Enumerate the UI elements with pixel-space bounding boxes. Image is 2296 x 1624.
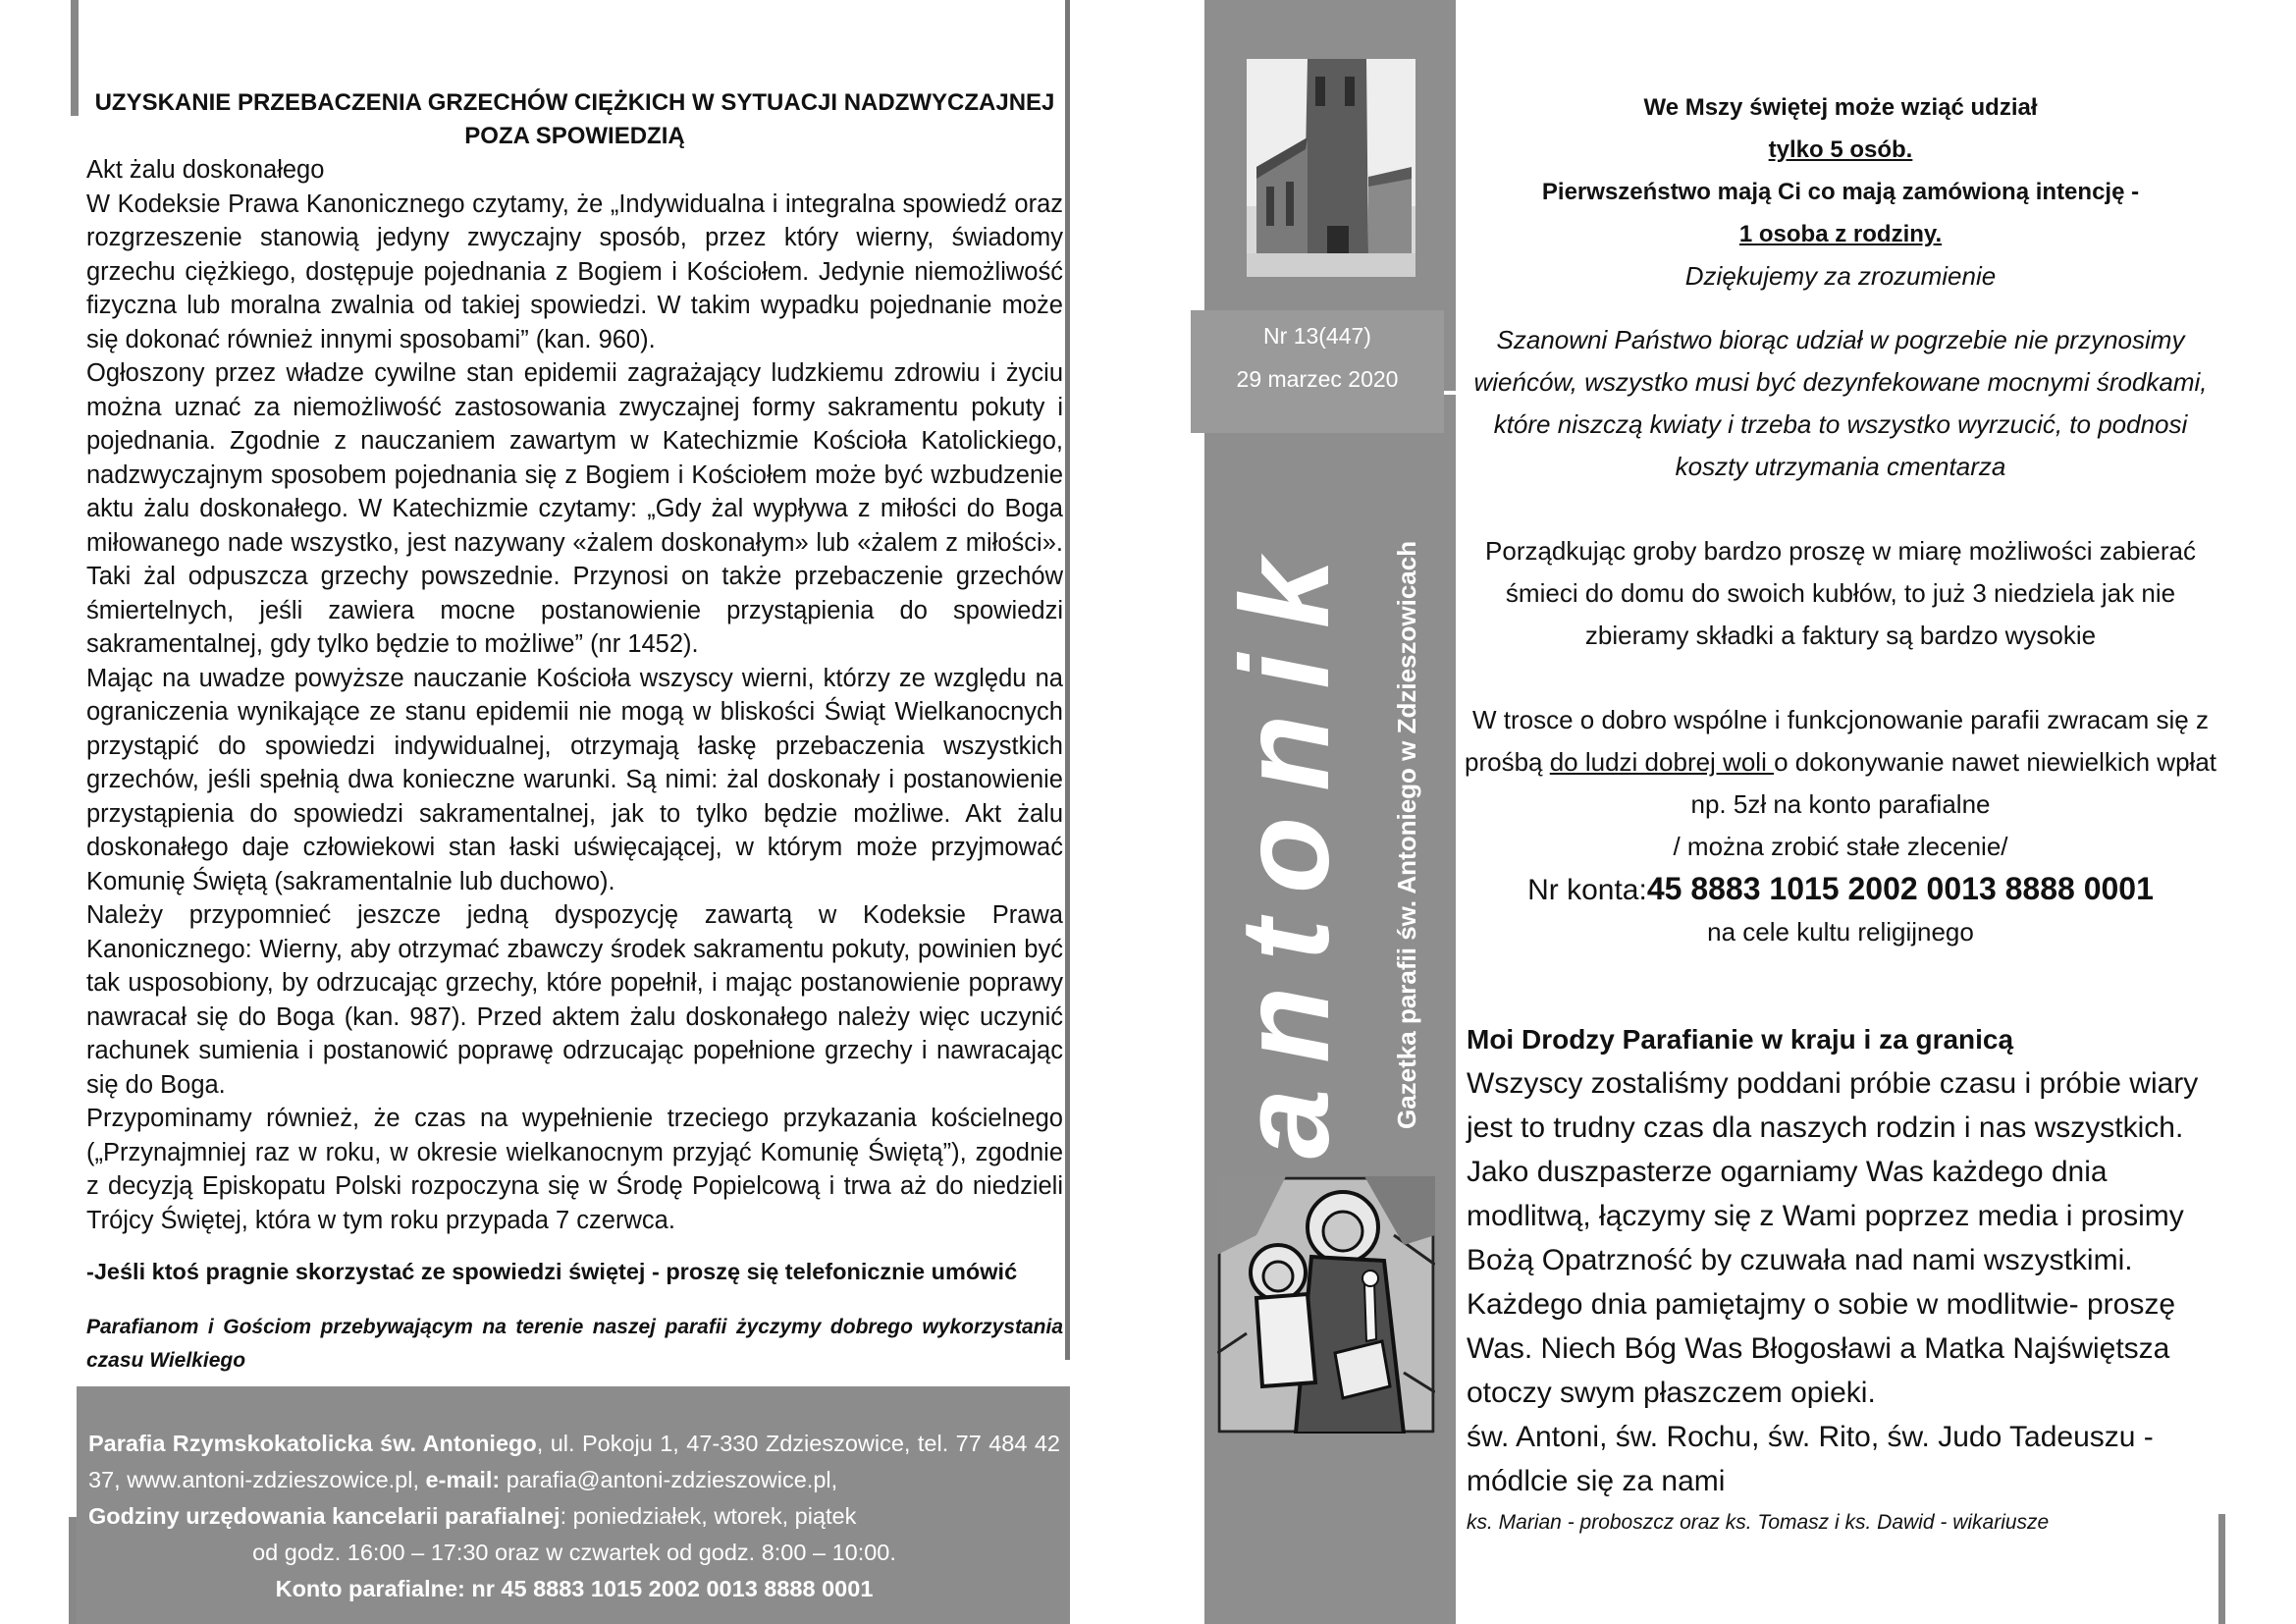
- announcements: [1463, 86, 2218, 953]
- account-line: [1463, 868, 2218, 911]
- donation-underlined: do ludzi dobrej woli: [1549, 747, 1775, 777]
- donation-text-a: W trosce o dobro wspólne i funkcjonowanie parafii zwracam się z prośbą: [1464, 705, 2209, 777]
- pastor-greeting: [1467, 1017, 2222, 1537]
- masthead-subtitle: Gazetka parafii św. Antoniego w Zdzieszowicach: [1392, 540, 1421, 1129]
- mass-limit-line3: Pierwszeństwo mają Ci co mają zamówioną intencję -: [1541, 179, 2140, 205]
- office-hours: [88, 1498, 1060, 1535]
- confession-article: [86, 86, 1063, 1378]
- parish-address: [88, 1426, 1060, 1498]
- st-anthony-stained-glass: [1217, 1176, 1435, 1434]
- greeting-signature: ks. Marian - proboszcz oraz ks. Tomasz i ks. Dawid - wikariusze: [1467, 1511, 2050, 1534]
- email-label: e-mail:: [425, 1467, 501, 1492]
- office-hours-label: Godziny urzędowania kancelarii parafialnej: [88, 1503, 561, 1529]
- office-hours-days: : poniedziałek, wtorek, piątek: [560, 1503, 857, 1529]
- greeting-body: Wszyscy zostaliśmy poddani próbie czasu i próbie wiary jest to trudny czas dla naszych rodzin i nas wszystkich. Jako duszpasterze ogarniamy Was każdego dnia modlitwą, łączymy się z Wami poprzez media i prosimy Bożą Opatrzność by czuwała nad nami wszystkimi. Każdego dnia pamiętajmy o sobie w modlitwie- proszę Was. Niech Bóg Was Błogosławi a Matka Najświętsza otoczy swym płaszczem opieki.: [1467, 1067, 2199, 1409]
- masthead-title: antonik: [1215, 532, 1356, 1159]
- left-page-border: [1065, 0, 1070, 1360]
- right-margin-rule: [2218, 1514, 2225, 1624]
- parish-account-text: Konto parafialne: nr 45 8883 1015 2002 0013 8888 0001: [275, 1576, 874, 1601]
- article-subtitle: Akt żalu doskonałego: [86, 156, 325, 184]
- article-paragraph: Należy przypomnieć jeszcze jedną dyspozycję zawartą w Kodeksie Prawa Kanonicznego: Wierny, aby otrzymać zbawczy środek sakramentu pokuty, powinien być tak usposobiony, by odrzucając grzechy, które popełnił, i mając postanowienie poprawy nawracał się do Boga (kan. 987). Przed aktem żalu doskonałego należy więc uczynić rachunek sumienia i postanowić poprawę odrzucając popełnione grzechy i nawracając się do Boga.: [86, 901, 1063, 1099]
- funeral-note: Szanowni Państwo biorąc udział w pogrzebie nie przynosimy wieńców, wszystko musi być dezynfekowane mocnymi środkami, które niszczą kwiaty i trzeba to wszystko wyrzucić, to podnosi koszty utrzymania cmentarza: [1473, 325, 2208, 481]
- graves-note: Porządkując groby bardzo proszę w miarę możliwości zabierać śmieci do domu do swoich kubłów, to już 3 niedziela jak nie zbieramy składki a faktury są bardzo wysokie: [1485, 536, 2196, 650]
- footer-margin-rule: [69, 1517, 77, 1624]
- mass-limit-line4: 1 osoba z rodziny.: [1738, 221, 1943, 247]
- mass-limit-line2: tylko 5 osób.: [1768, 136, 1913, 163]
- parish-address-text: , ul. Pokoju 1, 47-330 Zdzieszowice, tel. 77 484 42 37, www.antoni-zdzieszowice.pl,: [88, 1431, 1060, 1492]
- mass-limit-thanks: Dziękujemy za zrozumienie: [1684, 261, 1997, 291]
- standing-order-note: / można zrobić stałe zlecenie/: [1673, 832, 2008, 861]
- parish-account: [88, 1571, 1060, 1607]
- article-title-line2: POZA SPOWIEDZIĄ: [464, 123, 685, 149]
- greeting-saints: św. Antoni, św. Rochu, św. Rito, św. Judo Tadeuszu - módlcie się za nami: [1467, 1421, 2154, 1497]
- confession-phone-note: -Jeśli ktoś pragnie skorzystać ze spowiedzi świętej - proszę się telefonicznie umówić: [86, 1259, 1018, 1284]
- issue-info-box: [1191, 310, 1444, 433]
- parish-email[interactable]: parafia@antoni-zdzieszowice.pl,: [500, 1467, 838, 1492]
- article-paragraph: Ogłoszony przez władze cywilne stan epidemii zagrażający ludzkiemu zdrowiu i życiu można uznać za niemożliwość zastosowania zwyczajnej formy sakramentu pokuty i pojednania. Zgodnie z nauczaniem zawartym w Katechizmie Kościoła Katolickiego, nadzwyczajnym sposobem pojednania się z Bogiem i Kościołem może być wzbudzenie aktu żalu doskonałego. W Katechizmie czytamy: „Gdy żal wypływa z miłości do Boga miłowanego nade wszystko, jest nazywany «żalem doskonałym» lub «żalem z miłości». Taki żal odpuszcza grzechy powszednie. Przynosi on także przebaczenie grzechów śmiertelnych, jeśli zawiera mocne postanowienie przystąpienia do spowiedzi sakramentalnej, gdy tylko będzie to możliwe” (nr 1452).: [86, 359, 1063, 658]
- account-number: 45 8883 1015 2002 0013 8888 0001: [1646, 871, 2154, 906]
- article-title-line1: UZYSKANIE PRZEBACZENIA GRZECHÓW CIĘŻKICH W SYTUACJI NADZWYCZAJNEJ: [94, 89, 1055, 116]
- issue-number: Nr 13(447): [1263, 323, 1371, 349]
- parish-name: Parafia Rzymskokatolicka św. Antoniego: [88, 1431, 537, 1456]
- church-photo: [1247, 59, 1415, 277]
- office-hours-times: od godz. 16:00 – 17:30 oraz w czwartek od godz. 8:00 – 10:00.: [252, 1540, 896, 1565]
- issue-box-tick: [1444, 391, 1456, 395]
- article-title: [86, 86, 1063, 153]
- article-paragraph: Mając na uwadze powyższe nauczanie Kościoła wszyscy wierni, którzy ze względu na ograniczenia wynikające ze stanu epidemii nie mogą w bliskości Świąt Wielkanocnych przystąpić do spowiedzi indywidualnej, otrzymają łaskę przebaczenia wszystkich grzechów, jeśli spełnią dwa konieczne warunki. Są nimi: żal doskonały i postanowienie przystąpienia do spowiedzi sakramentalnej, jak to tylko będzie możliwe. Akt żalu doskonałego daje człowiekowi stan łaski uświęcającej, w którym może przyjmować Komunię Świętą (sakramentalnie lub duchowo).: [86, 664, 1063, 895]
- account-label: Nr konta:: [1527, 874, 1647, 906]
- article-paragraph: Przypominamy również, że czas na wypełnienie trzeciego przykazania kościelnego („Przynajmniej raz w roku, w okresie wielkanocnym przyjąć Komunię Świętą”), zgodnie z decyzją Episkopatu Polski rozpoczyna się w Środę Popielcową i trwa aż do niedzieli Trójcy Świętej, która w tym roku przypada 7 czerwca.: [86, 1105, 1063, 1234]
- issue-date: 29 marzec 2020: [1236, 366, 1399, 392]
- left-margin-rule: [71, 0, 79, 116]
- lent-wishes: Parafianom i Gościom przebywającym na terenie naszej parafii życzymy dobrego wykorzystania czasu Wielkiego: [86, 1315, 1063, 1372]
- greeting-heading: Moi Drodzy Parafianie w kraju i za granicą: [1467, 1024, 2014, 1055]
- donation-text-b: o dokonywanie nawet niewielkich wpłat np. 5zł na konto parafialne: [1690, 747, 2217, 819]
- account-purpose: na cele kultu religijnego: [1707, 917, 1974, 947]
- donation-request: [1463, 699, 2218, 826]
- article-paragraph: W Kodeksie Prawa Kanonicznego czytamy, że „Indywidualna i integralna spowiedź oraz rozgrzeszenie stanowią jedyny zwyczajny sposób, przez który wierny, świadomy grzechu ciężkiego, dostępuje pojednania z Bogiem i Kościołem. Jedynie niemożliwość fizyczna lub moralna zwalnia od takiej spowiedzi. W takim wypadku pojednanie może się dokonać również innymi sposobami” (kan. 960).: [86, 189, 1063, 353]
- mass-limit-line1: We Mszy świętej może wziąć udział: [1643, 94, 2038, 121]
- parish-contact-footer: [77, 1386, 1070, 1624]
